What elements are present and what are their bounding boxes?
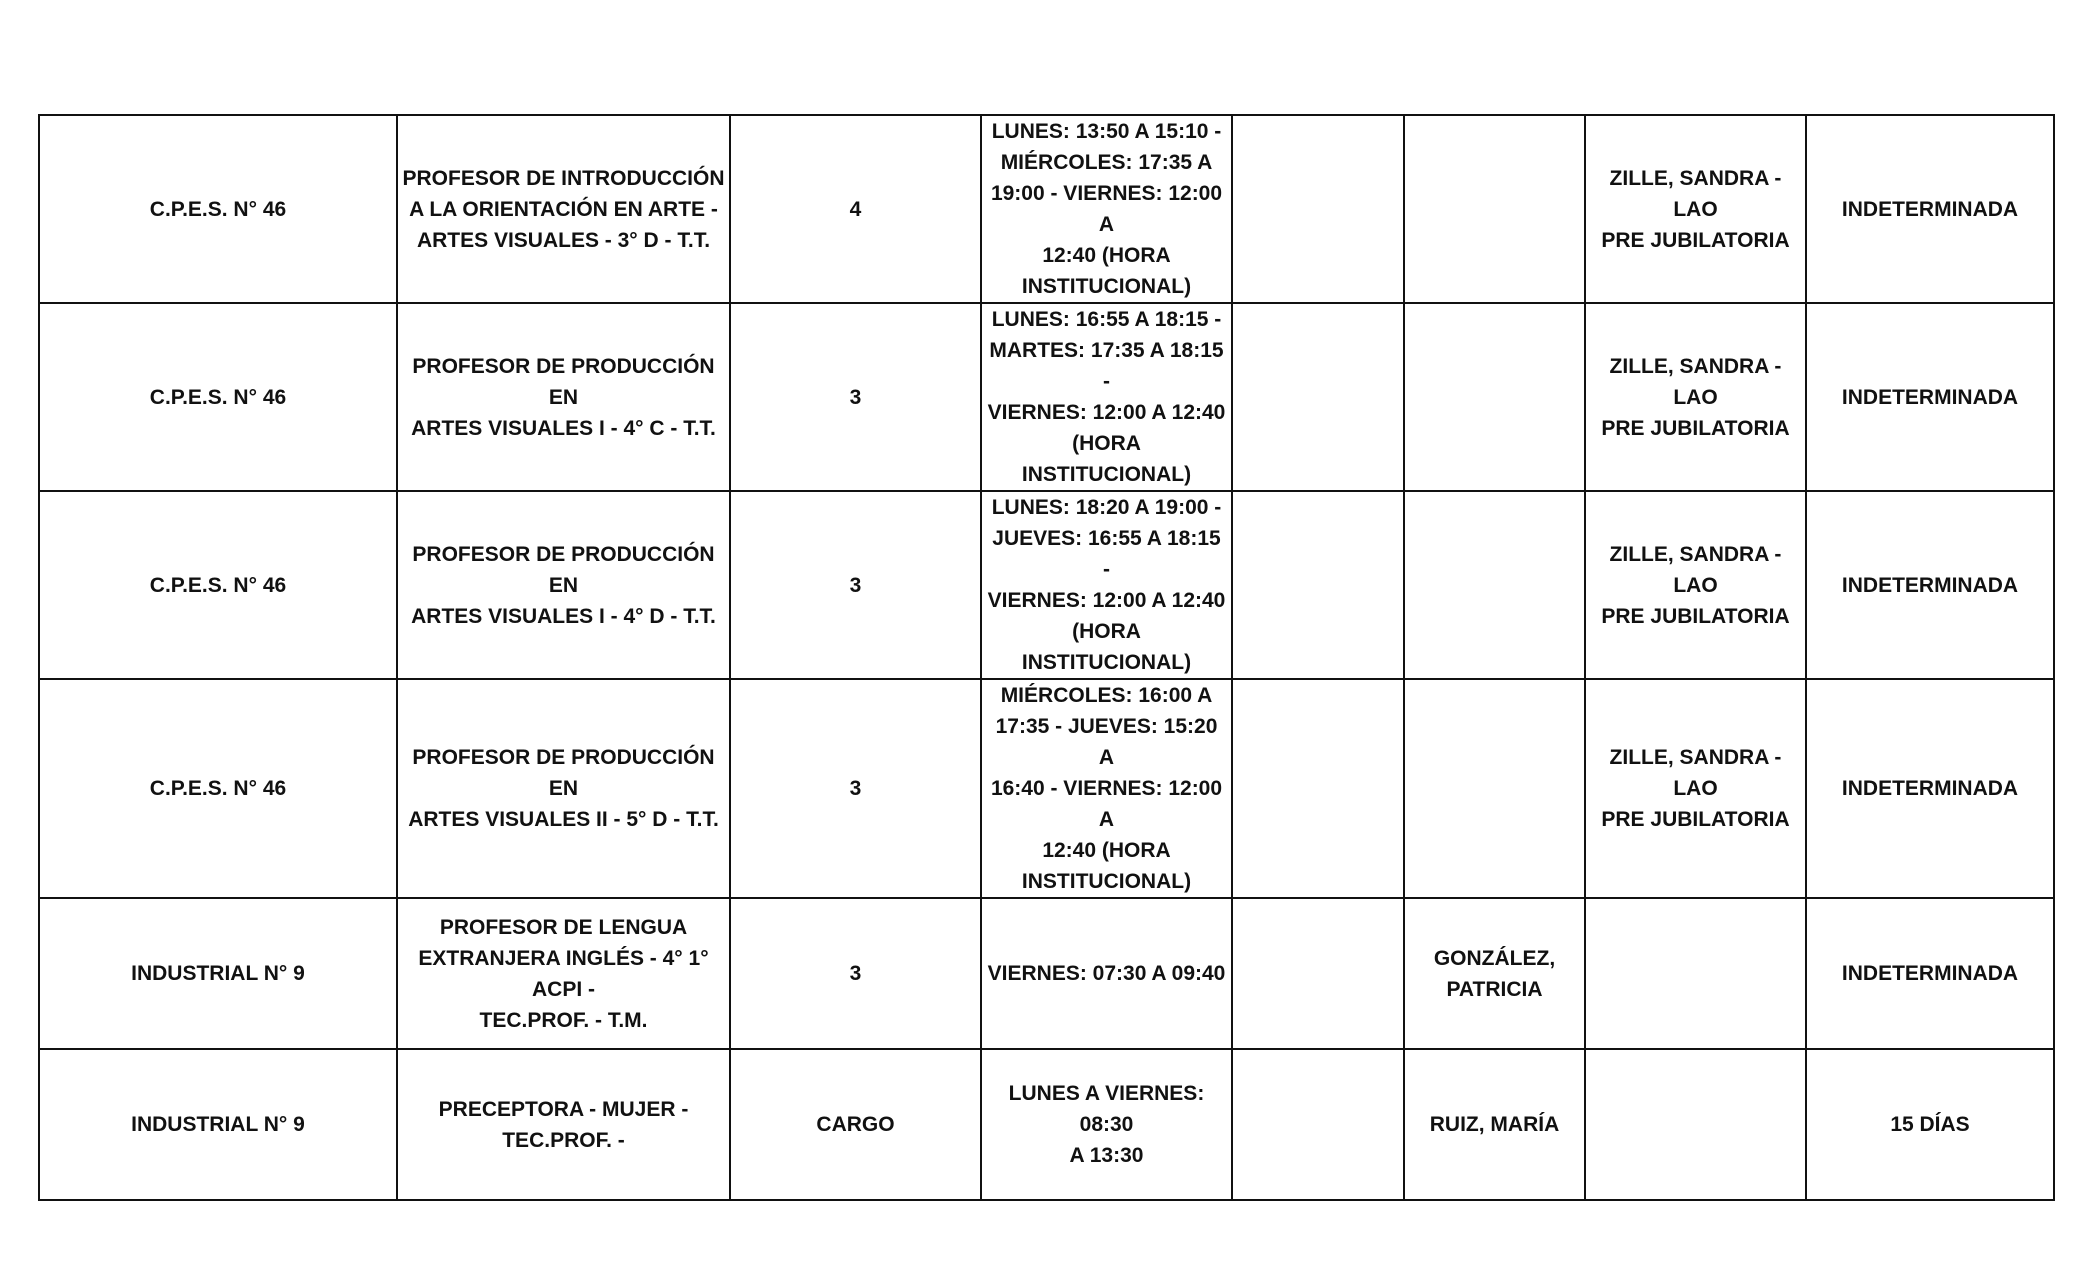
table-row <box>39 898 2054 1049</box>
assigned-teacher-cell <box>1404 491 1585 679</box>
replacing-cell: ZILLE, SANDRA - LAO PRE JUBILATORIA <box>1585 491 1806 679</box>
table-row <box>39 491 2054 679</box>
duration-cell: INDETERMINADA <box>1806 898 2054 1049</box>
position-cell: PROFESOR DE PRODUCCIÓN EN ARTES VISUALES I - 4° C - T.T. <box>397 303 730 491</box>
table-row <box>39 115 2054 303</box>
replacing-cell <box>1585 1049 1806 1200</box>
position-cell: PROFESOR DE PRODUCCIÓN EN ARTES VISUALES I - 4° D - T.T. <box>397 491 730 679</box>
schedule-cell: VIERNES: 07:30 A 09:40 <box>981 898 1232 1049</box>
table-row <box>39 1049 2054 1200</box>
hours-cell: 4 <box>730 115 981 303</box>
table-row <box>39 303 2054 491</box>
table-row <box>39 679 2054 898</box>
position-cell: PRECEPTORA - MUJER - TEC.PROF. - <box>397 1049 730 1200</box>
empty-cell <box>1232 898 1404 1049</box>
assigned-teacher-cell: RUIZ, MARÍA <box>1404 1049 1585 1200</box>
schedule-cell: LUNES: 13:50 A 15:10 - MIÉRCOLES: 17:35 A 19:00 - VIERNES: 12:00 A 12:40 (HORA INSTITUCIONAL) <box>981 115 1232 303</box>
empty-cell <box>1232 303 1404 491</box>
duration-cell: INDETERMINADA <box>1806 115 2054 303</box>
hours-cell: 3 <box>730 679 981 898</box>
school-cell: C.P.E.S. N° 46 <box>39 115 397 303</box>
schedule-cell: MIÉRCOLES: 16:00 A 17:35 - JUEVES: 15:20 A 16:40 - VIERNES: 12:00 A 12:40 (HORA INSTITUCIONAL) <box>981 679 1232 898</box>
school-cell: INDUSTRIAL N° 9 <box>39 1049 397 1200</box>
position-cell: PROFESOR DE INTRODUCCIÓN A LA ORIENTACIÓN EN ARTE - ARTES VISUALES - 3° D - T.T. <box>397 115 730 303</box>
duration-cell: INDETERMINADA <box>1806 303 2054 491</box>
vacancies-table <box>38 114 2055 1201</box>
empty-cell <box>1232 679 1404 898</box>
schedule-cell: LUNES: 18:20 A 19:00 - JUEVES: 16:55 A 18:15 - VIERNES: 12:00 A 12:40 (HORA INSTITUCIONAL) <box>981 491 1232 679</box>
schedule-cell: LUNES A VIERNES: 08:30 A 13:30 <box>981 1049 1232 1200</box>
schedule-cell: LUNES: 16:55 A 18:15 - MARTES: 17:35 A 18:15 - VIERNES: 12:00 A 12:40 (HORA INSTITUCIONAL) <box>981 303 1232 491</box>
hours-cell: CARGO <box>730 1049 981 1200</box>
replacing-cell <box>1585 898 1806 1049</box>
assigned-teacher-cell <box>1404 679 1585 898</box>
hours-cell: 3 <box>730 303 981 491</box>
replacing-cell: ZILLE, SANDRA - LAO PRE JUBILATORIA <box>1585 303 1806 491</box>
school-cell: INDUSTRIAL N° 9 <box>39 898 397 1049</box>
school-cell: C.P.E.S. N° 46 <box>39 303 397 491</box>
hours-cell: 3 <box>730 491 981 679</box>
school-cell: C.P.E.S. N° 46 <box>39 491 397 679</box>
position-cell: PROFESOR DE PRODUCCIÓN EN ARTES VISUALES II - 5° D - T.T. <box>397 679 730 898</box>
empty-cell <box>1232 1049 1404 1200</box>
position-cell: PROFESOR DE LENGUA EXTRANJERA INGLÉS - 4° 1° ACPI - TEC.PROF. - T.M. <box>397 898 730 1049</box>
assigned-teacher-cell <box>1404 115 1585 303</box>
school-cell: C.P.E.S. N° 46 <box>39 679 397 898</box>
duration-cell: INDETERMINADA <box>1806 491 2054 679</box>
duration-cell: INDETERMINADA <box>1806 679 2054 898</box>
replacing-cell: ZILLE, SANDRA - LAO PRE JUBILATORIA <box>1585 115 1806 303</box>
replacing-cell: ZILLE, SANDRA - LAO PRE JUBILATORIA <box>1585 679 1806 898</box>
empty-cell <box>1232 115 1404 303</box>
assigned-teacher-cell <box>1404 303 1585 491</box>
empty-cell <box>1232 491 1404 679</box>
duration-cell: 15 DÍAS <box>1806 1049 2054 1200</box>
hours-cell: 3 <box>730 898 981 1049</box>
assigned-teacher-cell: GONZÁLEZ, PATRICIA <box>1404 898 1585 1049</box>
table-body <box>39 115 2054 1200</box>
